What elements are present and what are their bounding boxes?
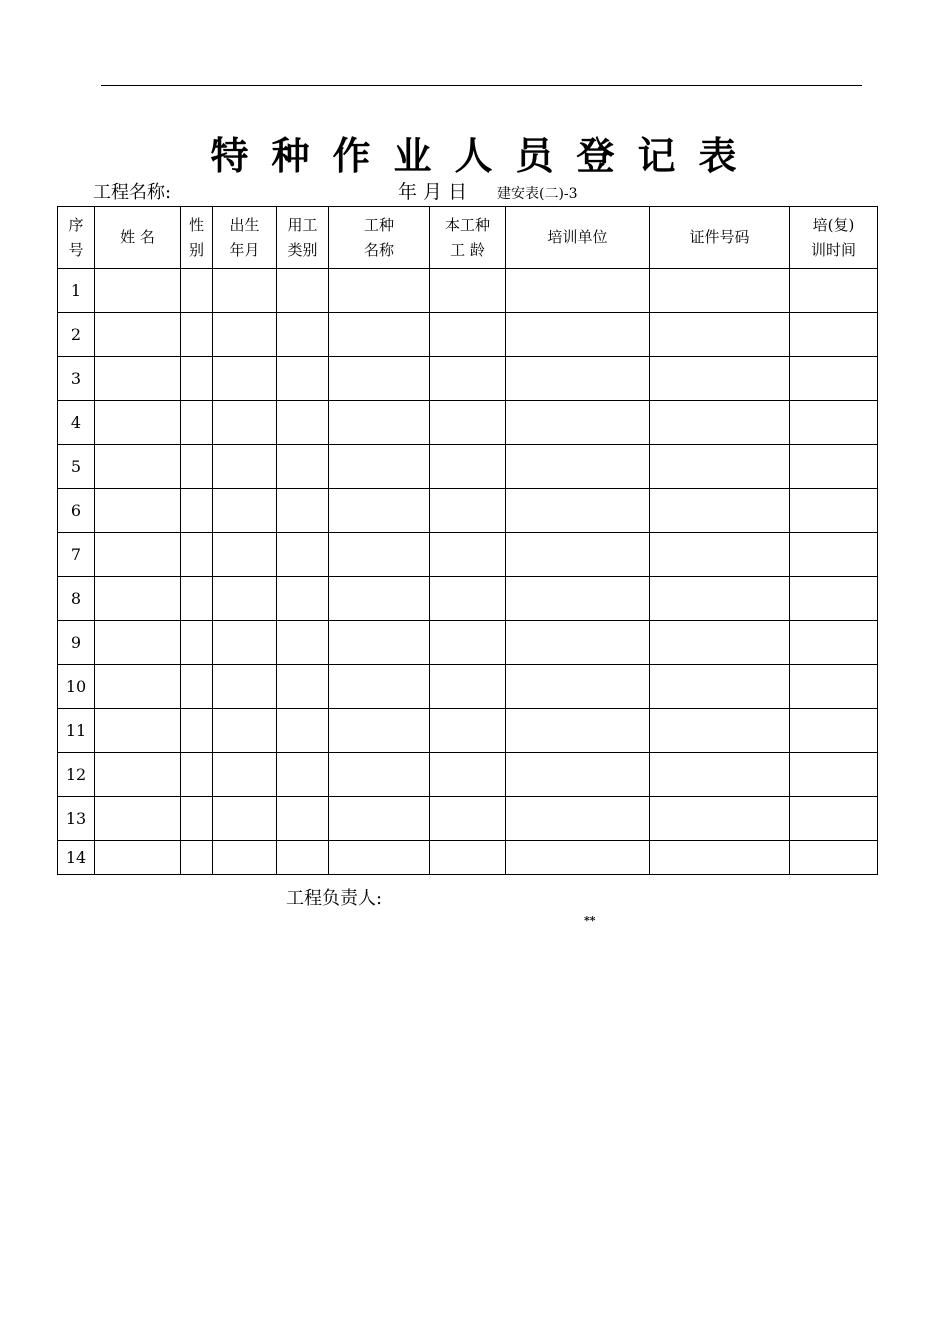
- row-number-cell: 11: [58, 709, 95, 753]
- cell-retraining-time: [790, 797, 878, 841]
- table-row: [58, 841, 878, 875]
- cell-gender: [181, 709, 213, 753]
- page-mark: **: [584, 914, 596, 927]
- cell-trade-years: [430, 357, 506, 401]
- cell-employment-type: [277, 797, 329, 841]
- document-title: 特种作业人员登记表: [210, 134, 760, 178]
- table-row: [58, 577, 878, 621]
- cell-retraining-time: [790, 401, 878, 445]
- cell-training-unit: [506, 445, 650, 489]
- cell-employment-type: [277, 709, 329, 753]
- table-row: [58, 753, 878, 797]
- cell-retraining-time: [790, 445, 878, 489]
- row-number-cell: 7: [58, 533, 95, 577]
- table-row: [58, 797, 878, 841]
- cell-gender: [181, 269, 213, 313]
- cell-gender: [181, 445, 213, 489]
- header-trade-years-line-2: 工 龄: [450, 240, 485, 259]
- cell-training-unit: [506, 533, 650, 577]
- cell-trade-name: [329, 709, 430, 753]
- row-number-cell: 4: [58, 401, 95, 445]
- header-birth-line-1: 出生: [229, 215, 260, 234]
- cell-trade-name: [329, 313, 430, 357]
- cell-birth: [213, 269, 277, 313]
- cell-name: [95, 621, 181, 665]
- cell-certificate-no: [650, 357, 790, 401]
- cell-certificate-no: [650, 577, 790, 621]
- project-name-label: 工程名称:: [93, 182, 172, 203]
- header-birth-line-2: 年月: [229, 240, 260, 259]
- cell-trade-years: [430, 401, 506, 445]
- cell-birth: [213, 489, 277, 533]
- cell-trade-years: [430, 841, 506, 875]
- cell-birth: [213, 753, 277, 797]
- cell-employment-type: [277, 841, 329, 875]
- cell-certificate-no: [650, 401, 790, 445]
- table-row: [58, 445, 878, 489]
- cell-trade-years: [430, 665, 506, 709]
- cell-name: [95, 665, 181, 709]
- table-row: [58, 269, 878, 313]
- cell-certificate-no: [650, 621, 790, 665]
- row-number-cell: 8: [58, 577, 95, 621]
- cell-trade-name: [329, 445, 430, 489]
- header-trade-name-line-2: 名称: [363, 240, 394, 259]
- header-trade-years-line-1: 本工种: [444, 215, 490, 234]
- row-number-cell: 13: [58, 797, 95, 841]
- header-trade-name-line-1: 工种: [363, 215, 394, 234]
- row-number-cell: 14: [58, 841, 95, 875]
- cell-gender: [181, 841, 213, 875]
- cell-gender: [181, 753, 213, 797]
- cell-employment-type: [277, 357, 329, 401]
- cell-name: [95, 753, 181, 797]
- cell-employment-type: [277, 269, 329, 313]
- cell-training-unit: [506, 577, 650, 621]
- cell-name: [95, 533, 181, 577]
- cell-trade-name: [329, 489, 430, 533]
- cell-employment-type: [277, 577, 329, 621]
- cell-trade-years: [430, 313, 506, 357]
- cell-retraining-time: [790, 313, 878, 357]
- cell-retraining-time: [790, 753, 878, 797]
- cell-gender: [181, 533, 213, 577]
- cell-certificate-no: [650, 841, 790, 875]
- cell-certificate-no: [650, 797, 790, 841]
- cell-birth: [213, 709, 277, 753]
- cell-certificate-no: [650, 665, 790, 709]
- responsible-person-label: 工程负责人:: [286, 888, 383, 909]
- table-row: [58, 313, 878, 357]
- cell-birth: [213, 357, 277, 401]
- row-number-cell: 3: [58, 357, 95, 401]
- cell-training-unit: [506, 357, 650, 401]
- header-training-unit: [506, 207, 650, 269]
- cell-trade-years: [430, 621, 506, 665]
- cell-name: [95, 489, 181, 533]
- cell-training-unit: [506, 797, 650, 841]
- cell-training-unit: [506, 313, 650, 357]
- cell-certificate-no: [650, 753, 790, 797]
- header-retraining-time-line-2: 训时间: [810, 240, 856, 259]
- cell-gender: [181, 401, 213, 445]
- cell-trade-years: [430, 533, 506, 577]
- cell-trade-name: [329, 269, 430, 313]
- cell-employment-type: [277, 533, 329, 577]
- row-number-cell: 12: [58, 753, 95, 797]
- cell-gender: [181, 313, 213, 357]
- cell-name: [95, 313, 181, 357]
- table-row: [58, 709, 878, 753]
- cell-trade-name: [329, 621, 430, 665]
- cell-trade-years: [430, 753, 506, 797]
- cell-trade-years: [430, 709, 506, 753]
- cell-employment-type: [277, 313, 329, 357]
- cell-training-unit: [506, 489, 650, 533]
- cell-certificate-no: [650, 533, 790, 577]
- cell-birth: [213, 445, 277, 489]
- row-number-cell: 10: [58, 665, 95, 709]
- cell-birth: [213, 577, 277, 621]
- cell-training-unit: [506, 401, 650, 445]
- header-training-unit-line-1: 培训单位: [547, 228, 608, 246]
- cell-name: [95, 577, 181, 621]
- cell-trade-name: [329, 665, 430, 709]
- cell-retraining-time: [790, 621, 878, 665]
- cell-gender: [181, 665, 213, 709]
- row-number-cell: 2: [58, 313, 95, 357]
- cell-name: [95, 445, 181, 489]
- cell-birth: [213, 797, 277, 841]
- cell-employment-type: [277, 489, 329, 533]
- cell-trade-name: [329, 401, 430, 445]
- header-retraining-time-line-1: 培(复): [812, 215, 855, 234]
- cell-trade-years: [430, 797, 506, 841]
- table-row: [58, 621, 878, 665]
- table-row: [58, 665, 878, 709]
- cell-trade-name: [329, 753, 430, 797]
- header-name: [95, 207, 181, 269]
- cell-training-unit: [506, 753, 650, 797]
- table-body: [58, 269, 878, 875]
- cell-training-unit: [506, 269, 650, 313]
- row-number-cell: 9: [58, 621, 95, 665]
- cell-birth: [213, 665, 277, 709]
- cell-retraining-time: [790, 533, 878, 577]
- cell-name: [95, 841, 181, 875]
- cell-retraining-time: [790, 357, 878, 401]
- cell-birth: [213, 313, 277, 357]
- cell-employment-type: [277, 401, 329, 445]
- header-rule: [101, 85, 862, 86]
- cell-trade-name: [329, 841, 430, 875]
- header-certificate-no-line-1: 证件号码: [689, 228, 750, 246]
- table-row: [58, 357, 878, 401]
- cell-employment-type: [277, 445, 329, 489]
- cell-name: [95, 797, 181, 841]
- table-row: [58, 533, 878, 577]
- cell-retraining-time: [790, 269, 878, 313]
- cell-name: [95, 709, 181, 753]
- header-name-line-1: 姓 名: [120, 228, 155, 246]
- header-employment-type-line-2: 类别: [287, 240, 318, 259]
- cell-trade-years: [430, 577, 506, 621]
- header-certificate-no: [650, 207, 790, 269]
- cell-name: [95, 269, 181, 313]
- cell-birth: [213, 401, 277, 445]
- cell-gender: [181, 797, 213, 841]
- cell-certificate-no: [650, 489, 790, 533]
- cell-retraining-time: [790, 577, 878, 621]
- cell-trade-name: [329, 797, 430, 841]
- header-employment-type: [277, 207, 329, 269]
- cell-trade-name: [329, 533, 430, 577]
- cell-trade-name: [329, 577, 430, 621]
- header-birth: [213, 207, 277, 269]
- cell-training-unit: [506, 621, 650, 665]
- row-number-cell: 1: [58, 269, 95, 313]
- cell-gender: [181, 621, 213, 665]
- cell-retraining-time: [790, 665, 878, 709]
- header-employment-type-line-1: 用工: [287, 215, 318, 234]
- date-label: 年 月 日: [398, 181, 468, 203]
- header-gender-line-1: 性: [188, 215, 204, 234]
- cell-certificate-no: [650, 313, 790, 357]
- header-retraining-time: [790, 207, 878, 269]
- cell-retraining-time: [790, 841, 878, 875]
- table-row: [58, 401, 878, 445]
- header-gender: [181, 207, 213, 269]
- cell-certificate-no: [650, 445, 790, 489]
- cell-trade-years: [430, 489, 506, 533]
- cell-retraining-time: [790, 489, 878, 533]
- cell-gender: [181, 357, 213, 401]
- header-gender-line-2: 别: [188, 240, 204, 259]
- cell-gender: [181, 489, 213, 533]
- cell-retraining-time: [790, 709, 878, 753]
- cell-certificate-no: [650, 269, 790, 313]
- cell-training-unit: [506, 665, 650, 709]
- cell-trade-years: [430, 269, 506, 313]
- row-number-cell: 5: [58, 445, 95, 489]
- header-seq: [58, 207, 95, 269]
- cell-employment-type: [277, 665, 329, 709]
- header-trade-name: [329, 207, 430, 269]
- form-code: 建安表(二)-3: [497, 186, 578, 202]
- cell-name: [95, 357, 181, 401]
- header-seq-line-2: 号: [68, 240, 84, 259]
- cell-training-unit: [506, 709, 650, 753]
- cell-certificate-no: [650, 709, 790, 753]
- cell-birth: [213, 841, 277, 875]
- cell-trade-years: [430, 445, 506, 489]
- cell-gender: [181, 577, 213, 621]
- personnel-register-table: [57, 206, 878, 875]
- cell-employment-type: [277, 621, 329, 665]
- header-seq-line-1: 序: [68, 215, 84, 234]
- cell-employment-type: [277, 753, 329, 797]
- table-row: [58, 489, 878, 533]
- cell-name: [95, 401, 181, 445]
- cell-birth: [213, 533, 277, 577]
- cell-birth: [213, 621, 277, 665]
- table-header-row: [58, 207, 878, 269]
- cell-trade-name: [329, 357, 430, 401]
- header-trade-years: [430, 207, 506, 269]
- row-number-cell: 6: [58, 489, 95, 533]
- cell-training-unit: [506, 841, 650, 875]
